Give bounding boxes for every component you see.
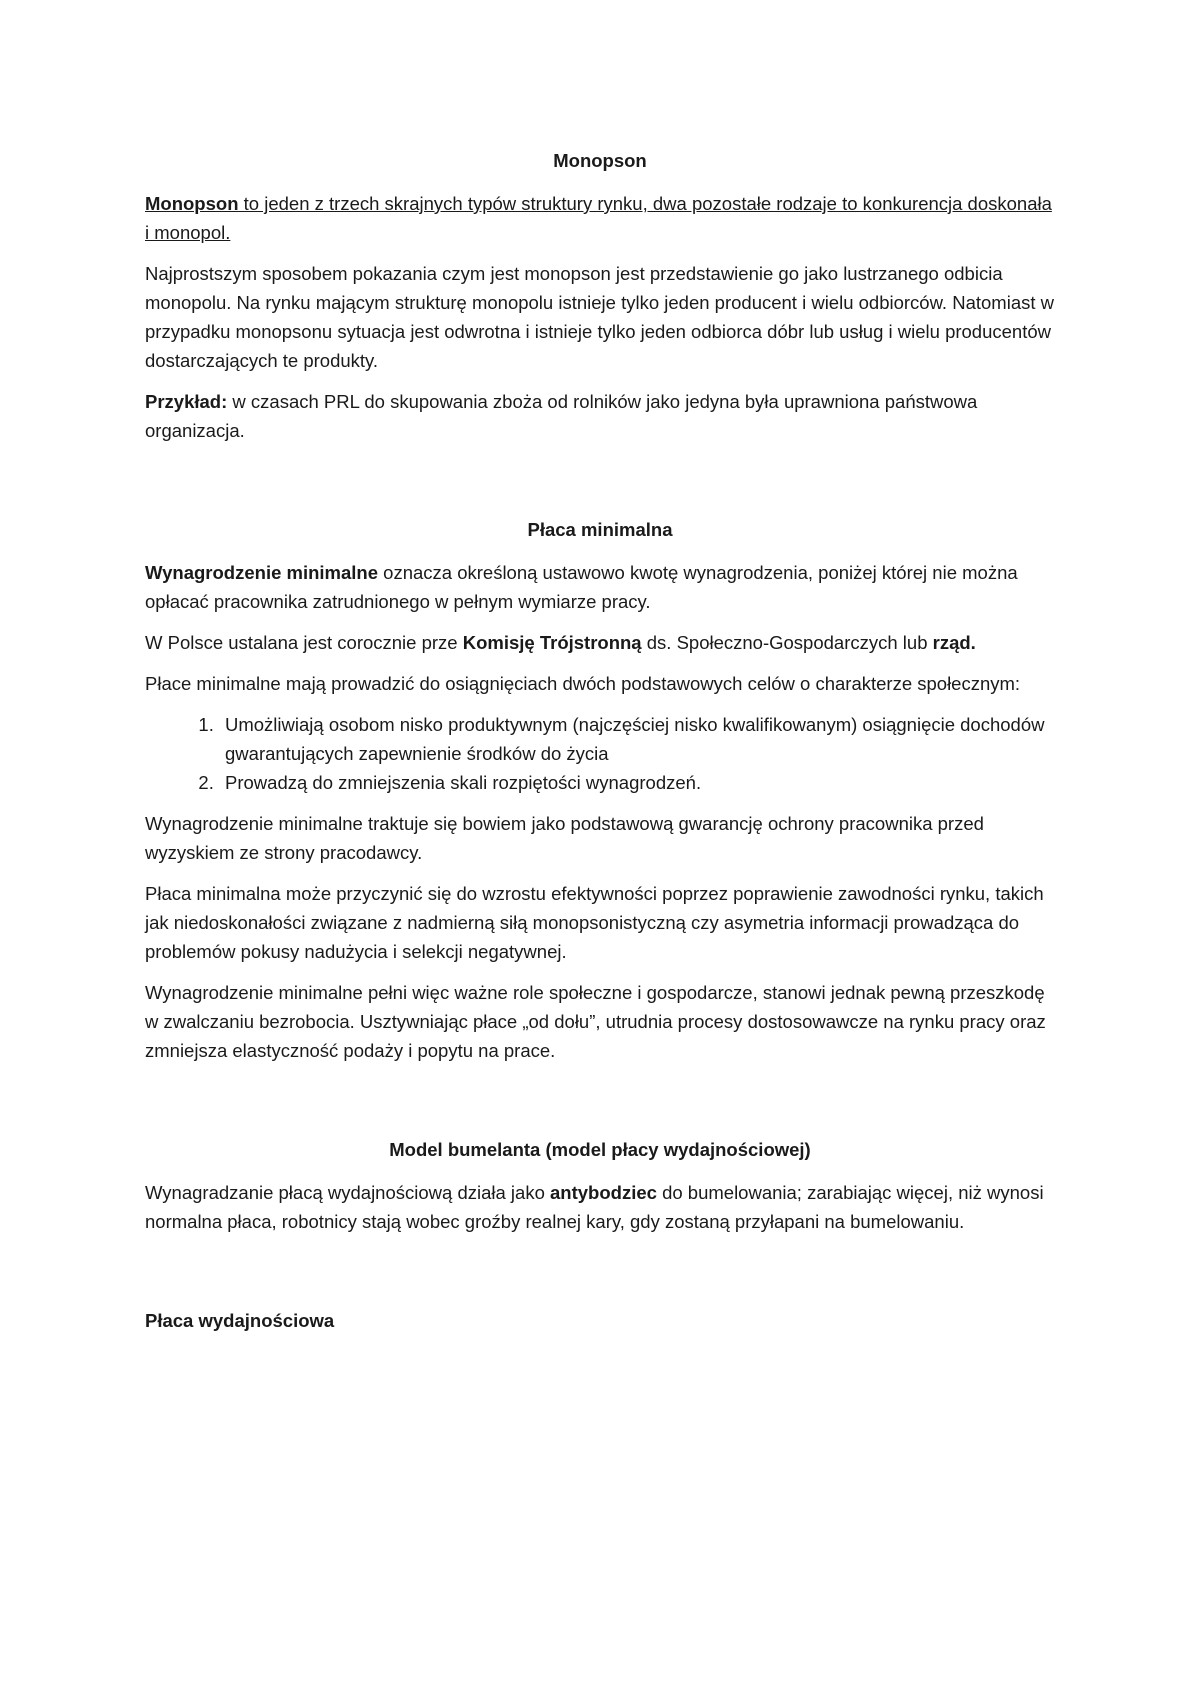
placa-minimalna-poland — [145, 628, 1055, 657]
section-title-monopson: Monopson — [553, 150, 647, 171]
section-title-placa-wydajnosciowa: Płaca wydajnościowa — [145, 1310, 335, 1331]
wynagrodzenie-definition-text: oznacza określoną ustawowo kwotę wynagrodzenia, poniżej której nie można opłacać pracownika zatrudnionego w pełnym wymiarze pracy. — [145, 562, 1018, 612]
placa-minimalna-p6: Wynagrodzenie minimalne pełni więc ważne role społeczne i gospodarcze, stanowi jednak pewną przeszkodę w zwalczaniu bezrobocia. Usztywniając płace „od dołu”, utrudnia procesy dostosowawcze na rynku pracy oraz zmniejsza elastyczność podaży i popytu na prace. — [145, 982, 1046, 1061]
bumelant-text-a: Wynagradzanie płacą wydajnościową działa jako — [145, 1182, 551, 1203]
poland-text-a: W Polsce ustalana jest corocznie prze — [145, 632, 463, 653]
placa-minimalna-p5: Płaca minimalna może przyczynić się do wzrostu efektywności poprzez poprawienie zawodności rynku, takich jak niedoskonałości związane z nadmierną siłą monopsonistyczną czy asymetria informacji prowadząca do problemów pokusy nadużycia i selekcji negatywnej. — [145, 883, 1044, 962]
example-label: Przykład: — [145, 391, 228, 412]
section-title-model-bumelanta: Model bumelanta (model płacy wydajnościowej) — [389, 1139, 811, 1160]
section-title-placa-minimalna: Płaca minimalna — [527, 519, 673, 540]
wynagrodzenie-term: Wynagrodzenie minimalne — [145, 562, 379, 583]
monopson-definition-text: to jeden z trzech skrajnych typów struktury rynku, dwa pozostałe rodzaje to konkurencja doskonała i monopol. — [145, 193, 1052, 243]
document-content — [145, 146, 1055, 1335]
list-item: 2. Prowadzą do zmniejszenia skali rozpiętości wynagrodzeń. — [219, 768, 1055, 797]
komisja-term: Komisję Trójstronną — [462, 632, 642, 653]
monopson-definition — [145, 189, 1055, 247]
rzad-term: rząd. — [932, 632, 976, 653]
example-text: w czasach PRL do skupowania zboża od rolników jako jedyna była uprawniona państwowa organizacja. — [145, 391, 978, 441]
placa-minimalna-goals-intro: Płace minimalne mają prowadzić do osiągnięciach dwóch podstawowych celów o charakterze społecznym: — [145, 673, 1021, 694]
monopson-explanation: Najprostszym sposobem pokazania czym jest monopson jest przedstawienie go jako lustrzanego odbicia monopolu. Na rynku mającym strukturę monopolu istnieje tylko jeden producent i wielu odbiorców. Natomiast w przypadku monopsonu sytuacja jest odwrotna i istnieje tylko jeden odbiorca dóbr lub usług i wielu producentów dostarczających te produkty. — [145, 263, 1054, 371]
poland-text-b: ds. Społeczno-Gospodarczych lub — [641, 632, 933, 653]
goals-list — [145, 710, 1055, 797]
bumelant-text-b: do bumelowania; zarabiając więcej, niż wynosi normalna płaca, robotnicy stają wobec groźby realnej kary, gdy zostaną przyłapani na bumelowaniu. — [145, 1182, 1044, 1232]
placa-minimalna-definition — [145, 558, 1055, 616]
monopson-example — [145, 387, 1055, 445]
list-item: 1. Umożliwiają osobom nisko produktywnym (najczęściej nisko kwalifikowanym) osiągnięcie dochodów gwarantujących zapewnienie środków do życia — [219, 710, 1055, 768]
antybodziec-term: antybodziec — [550, 1182, 657, 1203]
placa-minimalna-p4: Wynagrodzenie minimalne traktuje się bowiem jako podstawową gwarancję ochrony pracownika przed wyzyskiem ze strony pracodawcy. — [145, 813, 984, 863]
model-bumelanta-text — [145, 1178, 1055, 1236]
monopson-term: Monopson — [145, 193, 239, 214]
